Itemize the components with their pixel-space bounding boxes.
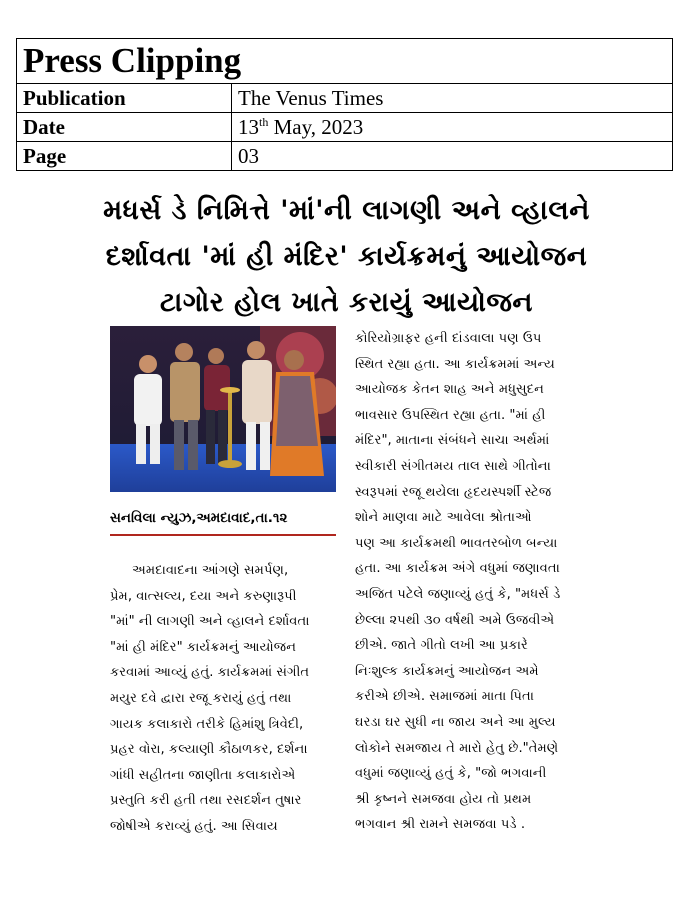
article-column-left [110, 558, 338, 840]
right-line: કરીએ છીએ. સમાજમાં માતા પિતા [355, 689, 534, 705]
left-line: "માં" ની લાગણી અને વ્હાલને દર્શાવતા [110, 614, 310, 630]
right-line: સ્થિત રહ્યા હતા. આ કાર્યક્રમમાં અન્ય [355, 356, 555, 372]
right-line: ઘરડા ઘર સુધી ના જાય અને આ મુલ્ય [355, 714, 556, 730]
article-headline [20, 188, 673, 326]
right-line: લોકોને સમજાય તે મારો હેતુ છે."તેમણે [355, 740, 559, 756]
left-line: અમદાવાદના આંગણે સમર્પણ, [132, 563, 289, 578]
left-line: પ્રહર વોરા, કલ્યાણી કૌઠાળકર, દર્શના [110, 742, 308, 758]
article-column-right [355, 326, 595, 838]
left-line: મયુર દવે દ્વારા રજૂ કરાયું હતું તથા [110, 690, 292, 706]
clipping-title: Press Clipping [17, 39, 673, 84]
right-line: સ્વરૂપમાં રજૂ થયેલા હૃદયસ્પર્શી સ્ટેજ [355, 484, 552, 500]
right-line: ભગવાન શ્રી રામને સમજવા પડે . [355, 817, 526, 833]
right-line: ભાવસાર ઉપસ્થિત રહ્યા હતા. "માં હી [355, 407, 546, 423]
right-line: હતા. આ કાર્યક્રમ અંગે વધુમાં જણાવતા [355, 561, 560, 577]
headline-line-1: મધર્સ ડે નિમિત્તે 'માં'ની લાગણી અને વ્હાલને [103, 195, 590, 226]
publication-label: Publication [17, 84, 232, 113]
left-line: "માં હી મંદિર" કાર્યક્રમનું આયોજન [110, 639, 297, 655]
article-byline: સનવિલા ન્યુઝ,અમદાવાદ,તા.૧૨ [110, 510, 288, 526]
date-month-year: May, 2023 [268, 115, 364, 139]
byline-divider [110, 534, 336, 536]
date-day: 13 [238, 115, 259, 139]
right-line: નિઃશુલ્ક કાર્યક્રમનું આયોજન અમે [355, 663, 539, 679]
left-line: ગાંધી સહીતના જાણીતા કલાકારોએ [110, 767, 296, 783]
left-line: પ્રેમ, વાત્સલ્ય, દયા અને કરુણારૂપી [110, 588, 297, 604]
left-line: પ્રસ્તુતિ કરી હતી તથા રસદર્શન તુષાર [110, 793, 302, 809]
right-line: અજિત પટેલે જણાવ્યું હતું કે, "મધર્સ ડે [355, 586, 561, 602]
right-line: શોને માણવા માટે આવેલા શ્રોતાઓ [355, 510, 532, 526]
right-line: છીએ. જાતે ગીતો લખી આ પ્રકારે [355, 638, 528, 654]
headline-line-2: દર્શાવતા 'માં હી મંદિર' કાર્યક્રમનું આયોજન [105, 241, 588, 272]
left-line: ગાયક કલાકારો તરીકે હિમાંશુ ત્રિવેદી, [110, 716, 304, 732]
right-line: પણ આ કાર્યક્રમથી ભાવતરબોળ બન્યા [355, 535, 558, 551]
right-line: સ્વીકારી સંગીતમય તાલ સાથે ગીતોના [355, 458, 551, 474]
page-value: 03 [232, 142, 673, 171]
date-label: Date [17, 113, 232, 142]
clipping-header-table [16, 38, 673, 171]
headline-line-3: ટાગોર હોલ ખાતે કરાયું આયોજન [159, 287, 534, 318]
date-value [232, 113, 673, 142]
publication-value: The Venus Times [232, 84, 673, 113]
right-line: કોરિયોગ્રાફર હની દાંડવાલા પણ ઉપ [355, 331, 542, 346]
date-suffix: th [259, 115, 269, 129]
right-line: વધુમાં જણાવ્યું હતું કે, "જો ભગવાની [355, 766, 547, 782]
left-line: જોષીએ કરાવ્યું હતું. આ સિવાય [110, 818, 278, 834]
right-line: મંદિર", માતાના સંબંધને સાચા અર્થમાં [355, 433, 550, 449]
right-line: છેલ્લા ૨૫થી ૩૦ વર્ષથી અમે ઉજવીએ [355, 612, 555, 628]
page-label: Page [17, 142, 232, 171]
event-photo [110, 326, 336, 492]
right-line: શ્રી કૃષ્નને સમજવા હોય તો પ્રથમ [355, 791, 532, 807]
right-line: આયોજક કેતન શાહ અને મધુસુદન [355, 382, 544, 398]
left-line: કરવામાં આવ્યું હતું. કાર્યક્રમમાં સંગીત [110, 665, 310, 681]
